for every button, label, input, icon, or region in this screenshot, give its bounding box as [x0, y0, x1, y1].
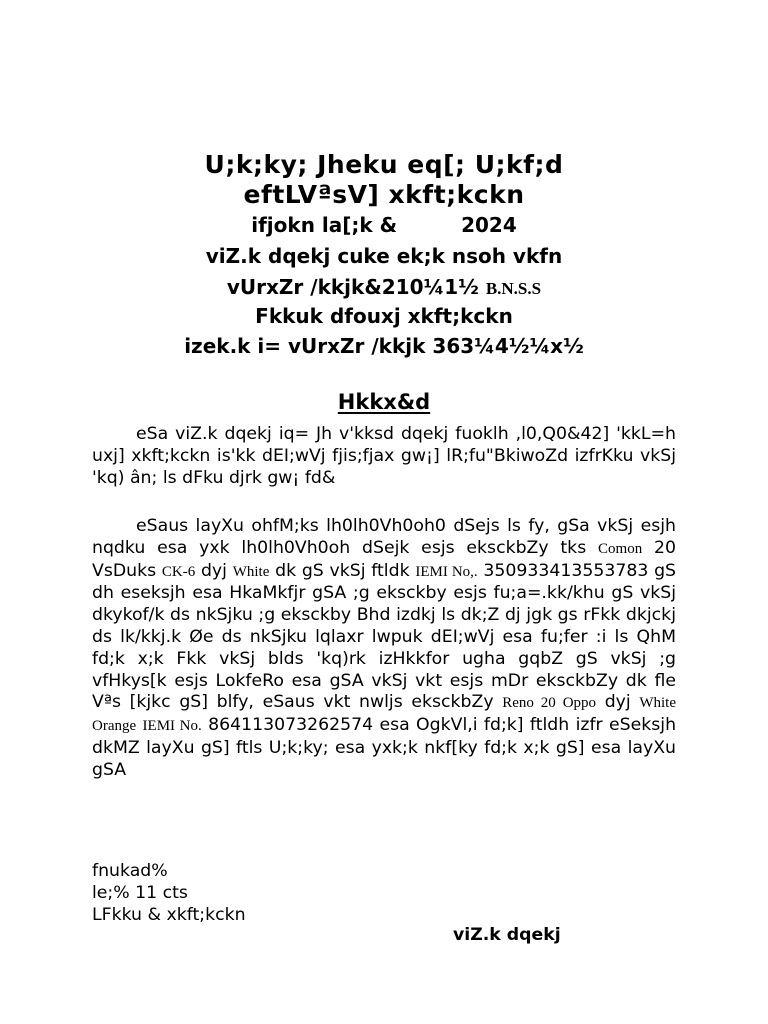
paragraph-2-text: eSaus layXu ohfM;ks lh0lh0Vh0oh0 dSejs ls fy, gSa vkSj esjh nqdku esa yxk lh0lh0Vh0oh dSejk esjs eksckbZy tks	[92, 516, 676, 558]
case-number-line	[0, 213, 768, 237]
phone-brand: Comon	[598, 540, 643, 557]
imei-label: IEMI No,.	[415, 563, 478, 580]
paragraph-2	[92, 516, 676, 782]
second-phone-model: Reno 20 Oppo	[502, 695, 597, 712]
place-line: LFkku & xkft;kckn	[92, 905, 246, 925]
phone-model: CK-6	[161, 563, 196, 580]
phone-color: White	[232, 563, 270, 580]
section-label: vUrxZr /kkjk&210¼1½	[226, 275, 479, 299]
police-station: Fkkuk dfouxj xkft;kckn	[255, 304, 513, 328]
paragraph-1	[92, 424, 676, 489]
court-location: eftLVªsV] xkft;kckn	[243, 180, 525, 209]
case-number-label: ifjokn la[;k &	[251, 213, 398, 237]
paragraph-2-text: 864113073262574 esa OgkVl,i fd;k] ftldh izfr eSeksjh dkMZ layXu gS] ftls U;k;ky; esa yxk;k nkf[ky fd;k x;k gS] esa layXu gSA	[92, 715, 677, 780]
second-phone-color: White Orange	[92, 695, 676, 735]
certificate-title: izek.k i= vUrxZr /kkjk 363¼4½¼x½	[184, 334, 584, 358]
court-title: U;k;ky; Jheku eq[; U;kf;d	[204, 150, 564, 179]
bnss-label: B.N.S.S	[485, 279, 542, 298]
time-line: le;% 11 cts	[92, 883, 188, 903]
date-line: fnukad%	[92, 861, 168, 881]
section-line	[0, 275, 768, 299]
case-parties: viZ.k dqekj cuke ek;k nsoh vkfn	[205, 244, 563, 268]
part-heading: Hkkx&d	[337, 390, 431, 414]
signature-name: viZ.k dqekj	[453, 925, 561, 945]
paragraph-1-text: eSa viZ.k dqekj iq= Jh v'kksd dqekj fuoklh ,l0,Q0&42] 'kkL=h uxj] xkft;kckn is'kk dEI;wVj fjis;fjax gw¡] lR;fu"BkiwoZd izfrKku vkSj 'kq) ân; ls dFku djrk gw¡ fd&	[92, 424, 676, 488]
paragraph-2-text: dyj	[604, 692, 631, 713]
paragraph-2-text: 350933413553783 gS dh eseksjh esa HkaMkfjr gSA ;g eksckby esjs fu;a=.kk/khu gS vkSj dkykof/k ds nkSjku ;g eksckby Bhd izdkj ls dk;Z dj jgk gs rFkk dkjckj ds lk/kkj.k Øe ds nkSjku lqlaxr lwpuk dEI;wVj esa fu;fer :i ls QhM fd;k x;k Fkk vkSj blds 'kq)rk izHkkfor ugha gqbZ gS vkSj ;g vfHkys[k esjs LokfeRo esa gSA vkSj vkt esjs mDr eksckbZy dk fle Vªs [kjkc gS] blfy, eSaus vkt nwljs eksckbZy	[92, 560, 677, 713]
paragraph-2-text: 20 VsDuks	[92, 537, 677, 581]
second-imei-label: IEMI No.	[142, 718, 202, 735]
paragraph-2-text: dyj	[200, 560, 227, 581]
paragraph-2-text: dk gS vkSj ftldk	[275, 560, 410, 581]
case-year: 2024	[461, 213, 517, 237]
